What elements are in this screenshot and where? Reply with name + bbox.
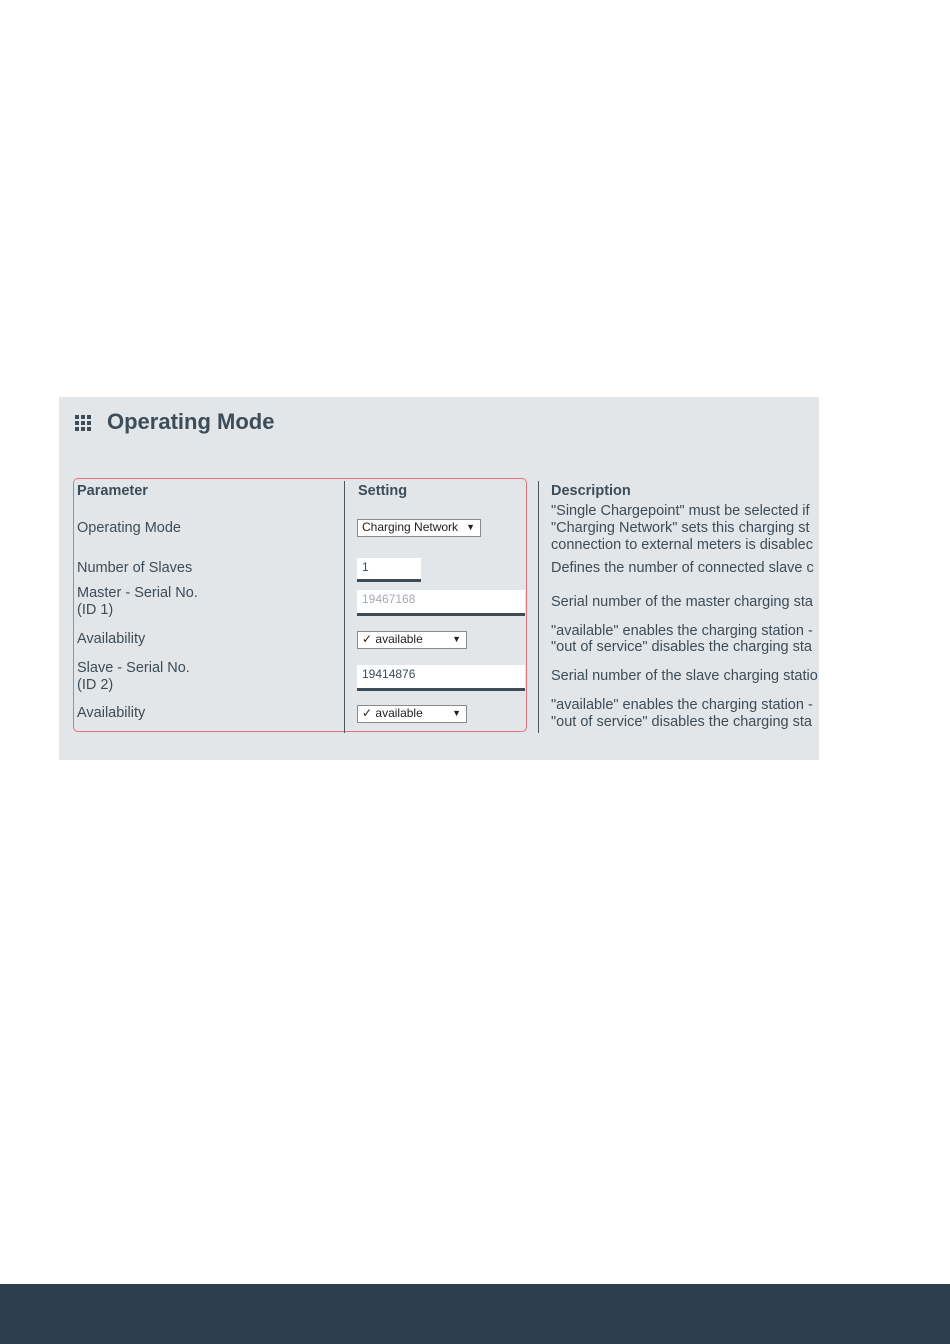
param-slave-serial-line-2: (ID 2) bbox=[77, 677, 114, 693]
desc-master-serial: Serial number of the master charging sta bbox=[551, 594, 813, 610]
column-divider-setting bbox=[344, 481, 345, 733]
param-availability-master: Availability bbox=[77, 631, 146, 647]
param-availability-slave: Availability bbox=[77, 705, 146, 721]
select-value: ✓ available bbox=[362, 632, 423, 646]
availability-master-select[interactable] bbox=[357, 631, 467, 649]
header-parameter: Parameter bbox=[77, 483, 148, 499]
desc-operating-mode-line-1: "Single Chargepoint" must be selected if bbox=[551, 503, 810, 519]
desc-slave-serial: Serial number of the slave charging statio bbox=[551, 668, 818, 684]
grid-icon bbox=[75, 415, 91, 431]
header-setting: Setting bbox=[358, 483, 408, 499]
desc-availability-master-line-1: "available" enables the charging station - bbox=[551, 623, 813, 639]
dropdown-arrow-icon: ▼ bbox=[452, 634, 461, 644]
desc-operating-mode-line-3: connection to external meters is disablec bbox=[551, 537, 813, 553]
param-operating-mode: Operating Mode bbox=[77, 520, 181, 536]
desc-availability-slave-line-1: "available" enables the charging station - bbox=[551, 697, 813, 713]
param-slave-serial-line-1: Slave - Serial No. bbox=[77, 660, 190, 676]
number-of-slaves-input[interactable]: 1 bbox=[357, 558, 421, 582]
param-master-serial-line-2: (ID 1) bbox=[77, 602, 114, 618]
page-footer bbox=[0, 1284, 950, 1344]
param-number-of-slaves: Number of Slaves bbox=[77, 560, 193, 576]
slave-serial-input[interactable]: 19414876 bbox=[357, 665, 525, 691]
desc-number-of-slaves: Defines the number of connected slave c bbox=[551, 560, 814, 576]
dropdown-arrow-icon: ▼ bbox=[466, 522, 475, 532]
desc-availability-master-line-2: "out of service" disables the charging sta bbox=[551, 639, 812, 655]
select-value: ✓ available bbox=[362, 706, 423, 720]
desc-availability-slave-line-2: "out of service" disables the charging sta bbox=[551, 714, 812, 730]
select-value: Charging Network bbox=[362, 520, 459, 534]
dropdown-arrow-icon: ▼ bbox=[452, 708, 461, 718]
column-divider-description bbox=[538, 481, 539, 733]
master-serial-input: 19467168 bbox=[357, 590, 525, 616]
param-master-serial-line-1: Master - Serial No. bbox=[77, 585, 198, 601]
page-title: Operating Mode bbox=[107, 409, 275, 434]
panel-header bbox=[75, 409, 274, 435]
header-description: Description bbox=[551, 483, 631, 499]
desc-operating-mode-line-2: "Charging Network" sets this charging st bbox=[551, 520, 810, 536]
availability-slave-select[interactable] bbox=[357, 705, 467, 723]
operating-mode-select[interactable] bbox=[357, 519, 481, 537]
operating-mode-panel bbox=[59, 397, 819, 760]
